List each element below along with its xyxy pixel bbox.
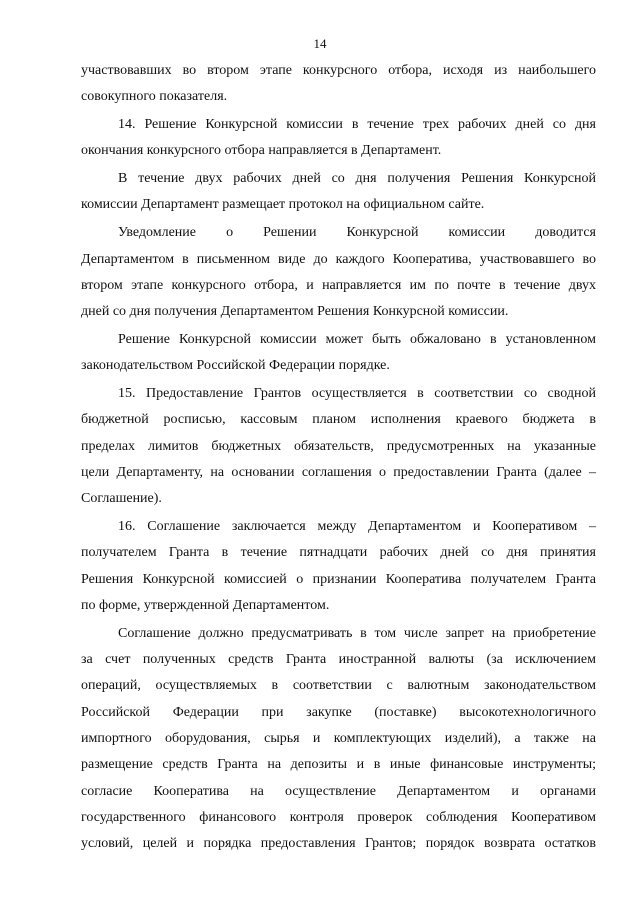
text-line: бюджетной росписью, кассовым планом исполнения краевого бюджета в — [81, 412, 596, 428]
text-line: законодательством Российской Федерации порядке. — [81, 358, 390, 374]
text-line: Уведомление о Решении Конкурсной комиссии доводится — [118, 225, 596, 241]
text-line: окончания конкурсного отбора направляется в Департамент. — [81, 143, 442, 159]
document-body — [81, 58, 596, 859]
text-line: по форме, утвержденной Департаментом. — [81, 597, 330, 613]
text-line: совокупного показателя. — [81, 89, 228, 105]
text-line: Департаментом в письменном виде до каждого Кооператива, участвовавшего во — [81, 251, 596, 267]
text-line: за счет полученных средств Гранта иностранной валюты (за исключением — [81, 652, 596, 668]
text-line: участвовавших во втором этапе конкурсного отбора, исходя из наибольшего — [81, 63, 596, 78]
paragraph-agreement-terms — [81, 621, 596, 858]
text-line: Российской Федерации при закупке (поставке) высокотехнологичного — [81, 704, 596, 720]
paragraph-continuation — [81, 58, 596, 111]
page-number: 14 — [313, 36, 327, 51]
paragraph-15 — [81, 381, 596, 512]
paragraph-protocol — [81, 166, 596, 219]
text-line: Соглашение должно предусматривать в том числе запрет на приобретение — [118, 625, 596, 641]
text-line: дней со дня получения Департаментом Решения Конкурсной комиссии. — [81, 304, 509, 320]
text-line: комиссии Департамент размещает протокол на официальном сайте. — [81, 197, 485, 213]
text-line: операций, осуществляемых в соответствии с валютным законодательством — [81, 678, 596, 694]
text-line: условий, целей и порядка предоставления Грантов; порядок возврата остатков — [81, 836, 596, 852]
text-line: Решение Конкурсной комиссии может быть обжаловано в установленном — [118, 331, 596, 347]
text-line: 16. Соглашение заключается между Департаментом и Кооперативом – — [118, 519, 596, 535]
text-line: 15. Предоставление Грантов осуществляется в соответствии со сводной — [118, 386, 596, 402]
text-line: 14. Решение Конкурсной комиссии в течение трех рабочих дней со дня — [118, 117, 596, 133]
text-line: Решения Конкурсной комиссией о признании Кооператива получателем Гранта — [81, 571, 596, 587]
text-line: государственного финансового контроля проверок соблюдения Кооперативом — [81, 809, 596, 825]
paragraph-appeal — [81, 327, 596, 380]
paragraph-16 — [81, 514, 596, 619]
text-line: размещение средств Гранта на депозиты и в иные финансовые инструменты; — [81, 757, 596, 773]
text-line: В течение двух рабочих дней со дня получения Решения Конкурсной — [118, 171, 596, 187]
paragraph-notification — [81, 220, 596, 325]
text-line: получателем Гранта в течение пятнадцати рабочих дней со дня принятия — [81, 545, 596, 561]
text-line: импортного оборудования, сырья и комплектующих изделий), а также на — [81, 730, 596, 746]
text-line: цели Департаменту, на основании соглашения о предоставлении Гранта (далее – — [81, 464, 596, 480]
paragraph-14 — [81, 112, 596, 165]
text-line: пределах лимитов бюджетных обязательств, предусмотренных на указанные — [81, 438, 596, 454]
text-line: согласие Кооператива на осуществление Департаментом и органами — [81, 783, 596, 799]
text-line: втором этапе конкурсного отбора, и направляется им по почте в течение двух — [81, 277, 596, 293]
text-line: Соглашение). — [81, 491, 162, 507]
